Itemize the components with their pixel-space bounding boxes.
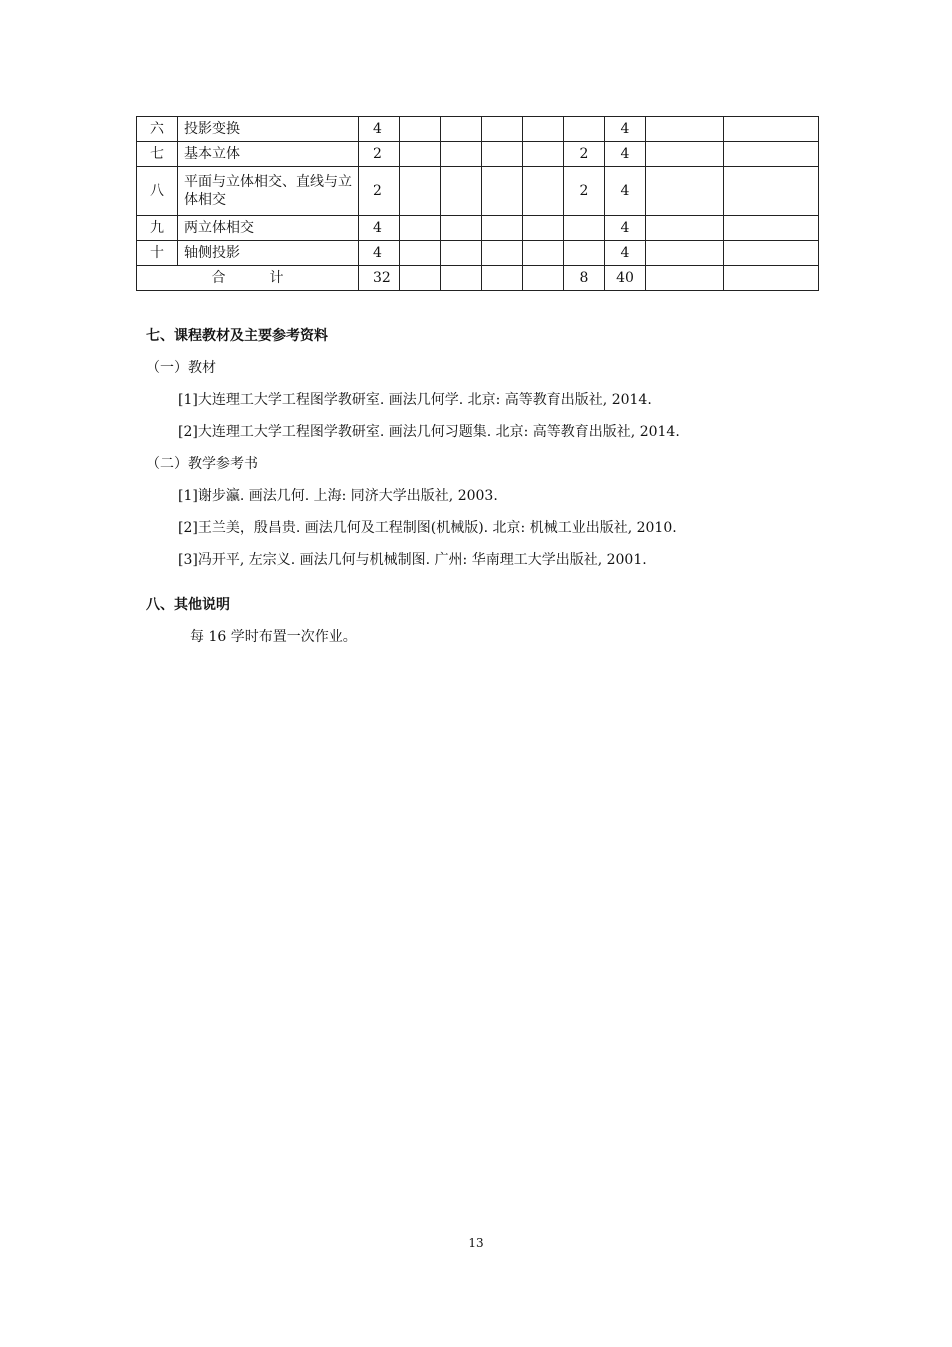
- total-label-he: 合: [211, 270, 226, 286]
- row-exercise-hours: 2: [564, 142, 605, 167]
- page-number: 13: [468, 1236, 484, 1250]
- row-cell: [400, 167, 441, 216]
- row-cell: [523, 216, 564, 241]
- row-total-hours: 4: [605, 142, 646, 167]
- reference-item: [3]冯开平, 左宗义. 画法几何与机械制图. 广州: 华南理工大学出版社, 2001.: [178, 552, 647, 568]
- row-cell: [400, 216, 441, 241]
- section-8-note: 每 16 学时布置一次作业。: [190, 629, 357, 645]
- row-cell: [523, 167, 564, 216]
- row-cell: [724, 216, 819, 241]
- row-cell: [441, 266, 482, 291]
- total-exercise-hours: 8: [564, 266, 605, 291]
- row-cell: [482, 167, 523, 216]
- row-cell: [400, 142, 441, 167]
- row-index: 七: [137, 142, 178, 167]
- table-row: [137, 142, 819, 167]
- row-cell: [482, 142, 523, 167]
- row-cell: [482, 241, 523, 266]
- row-topic: 投影变换: [178, 117, 359, 142]
- row-cell: [482, 216, 523, 241]
- row-cell: [482, 117, 523, 142]
- row-total-hours: 4: [605, 241, 646, 266]
- row-exercise-hours: [564, 241, 605, 266]
- row-cell: [400, 241, 441, 266]
- row-cell: [400, 266, 441, 291]
- row-cell: [441, 167, 482, 216]
- table-row: [137, 241, 819, 266]
- row-cell: [646, 266, 724, 291]
- table-row: [137, 117, 819, 142]
- section-8-title: 八、其他说明: [146, 597, 230, 613]
- row-cell: [646, 142, 724, 167]
- reference-item: [1]谢步瀛. 画法几何. 上海: 同济大学出版社, 2003.: [178, 488, 498, 504]
- row-topic: 基本立体: [178, 142, 359, 167]
- total-hours: 40: [605, 266, 646, 291]
- row-cell: [646, 216, 724, 241]
- textbook-item: [1]大连理工大学工程图学教研室. 画法几何学. 北京: 高等教育出版社, 2014.: [178, 392, 652, 408]
- table-row: [137, 216, 819, 241]
- row-cell: [441, 241, 482, 266]
- row-lecture-hours: 2: [359, 142, 400, 167]
- row-cell: [441, 216, 482, 241]
- table-total-row: [137, 266, 819, 291]
- row-total-hours: 4: [605, 117, 646, 142]
- total-label: [137, 266, 359, 291]
- row-topic: 轴侧投影: [178, 241, 359, 266]
- row-total-hours: 4: [605, 167, 646, 216]
- row-cell: [441, 142, 482, 167]
- row-cell: [646, 167, 724, 216]
- row-topic: 两立体相交: [178, 216, 359, 241]
- section-7-title: 七、课程教材及主要参考资料: [146, 328, 328, 344]
- row-cell: [523, 241, 564, 266]
- row-lecture-hours: 2: [359, 167, 400, 216]
- row-index: 六: [137, 117, 178, 142]
- row-exercise-hours: 2: [564, 167, 605, 216]
- row-cell: [482, 266, 523, 291]
- row-cell: [523, 142, 564, 167]
- total-lecture-hours: 32: [359, 266, 400, 291]
- row-index: 十: [137, 241, 178, 266]
- row-cell: [523, 117, 564, 142]
- row-total-hours: 4: [605, 216, 646, 241]
- row-lecture-hours: 4: [359, 241, 400, 266]
- row-cell: [400, 117, 441, 142]
- row-index: 九: [137, 216, 178, 241]
- row-cell: [724, 241, 819, 266]
- table-row: [137, 167, 819, 216]
- row-cell: [441, 117, 482, 142]
- textbook-item: [2]大连理工大学工程图学教研室. 画法几何习题集. 北京: 高等教育出版社, 2014.: [178, 424, 680, 440]
- reference-item: [2]王兰美，殷昌贵. 画法几何及工程制图(机械版). 北京: 机械工业出版社, 2010.: [178, 520, 677, 536]
- row-index: 八: [137, 167, 178, 216]
- row-exercise-hours: [564, 117, 605, 142]
- row-cell: [523, 266, 564, 291]
- references-heading: （二）教学参考书: [146, 456, 258, 472]
- row-topic: 平面与立体相交、直线与立体相交: [178, 167, 359, 216]
- row-cell: [646, 241, 724, 266]
- row-cell: [724, 167, 819, 216]
- row-cell: [724, 117, 819, 142]
- row-exercise-hours: [564, 216, 605, 241]
- row-cell: [724, 266, 819, 291]
- row-lecture-hours: 4: [359, 117, 400, 142]
- total-label-ji: 计: [269, 270, 284, 286]
- row-cell: [646, 117, 724, 142]
- row-lecture-hours: 4: [359, 216, 400, 241]
- textbooks-heading: （一）教材: [146, 360, 216, 376]
- row-cell: [724, 142, 819, 167]
- hours-table: [136, 116, 819, 291]
